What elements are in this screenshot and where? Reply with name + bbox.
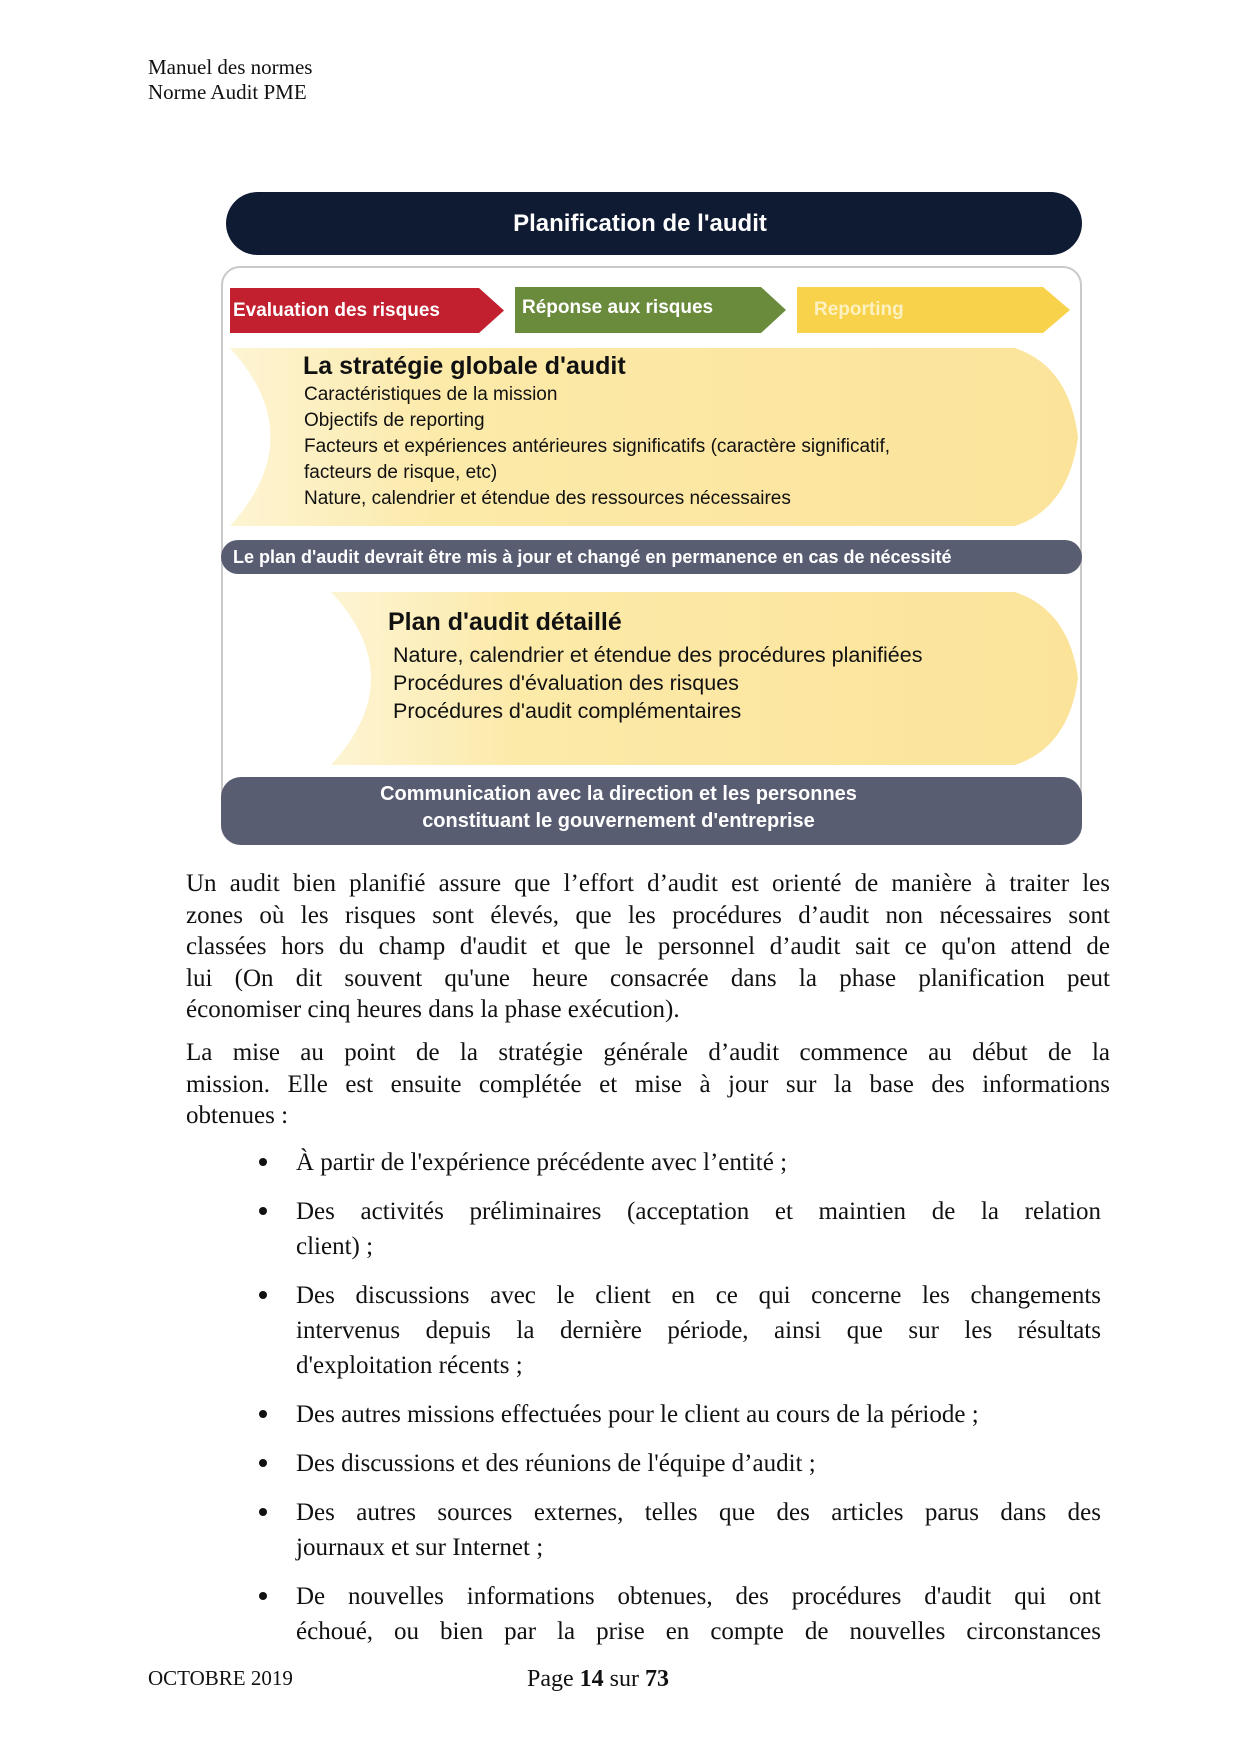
text-line: mission. Elle est ensuite complétée et mise à jour sur la base des informations — [186, 1070, 1110, 1098]
bullet-icon — [259, 1291, 267, 1299]
body-text — [186, 868, 1110, 1143]
text-line: À partir de l'expérience précédente avec l’entité ; — [296, 1149, 788, 1176]
detailed-plan-item: Nature, calendrier et étendue des procédures planifiées — [393, 643, 923, 667]
strategy-item: facteurs de risque, etc) — [304, 462, 498, 483]
paragraph — [186, 1037, 1110, 1132]
detailed-plan-item: Procédures d'évaluation des risques — [393, 671, 739, 695]
page-prefix: Page — [527, 1666, 574, 1692]
update-note-text: Le plan d'audit devrait être mis à jour et changé en permanence en cas de nécessité — [233, 546, 952, 567]
bullet-icon — [259, 1592, 267, 1600]
communication-line: Communication avec la direction et les personnes — [380, 783, 857, 805]
strategy-item: Nature, calendrier et étendue des ressources nécessaires — [304, 488, 791, 509]
page-current: 14 — [579, 1666, 604, 1692]
text-line: échoué, ou bien par la prise en compte de nouvelles circonstances — [296, 1618, 1101, 1645]
text-line: Un audit bien planifié assure que l’effort d’audit est orienté de manière à traiter les — [186, 870, 1110, 897]
list-item — [296, 1446, 1101, 1481]
strategy-item: Facteurs et expériences antérieures significatifs (caractère significatif, — [304, 436, 891, 457]
text-line: La mise au point de la stratégie générale d’audit commence au début de la — [186, 1039, 1110, 1066]
strategy-title: La stratégie globale d'audit — [303, 352, 626, 380]
text-line: Des autres sources externes, telles que des articles parus dans des — [296, 1499, 1101, 1526]
page-header — [148, 55, 312, 105]
text-line: Des discussions et des réunions de l'équipe d’audit ; — [296, 1450, 816, 1477]
detailed-plan-items — [393, 641, 922, 725]
text-line: De nouvelles informations obtenues, des procédures d'audit qui ont — [296, 1583, 1101, 1610]
bullet-icon — [259, 1158, 267, 1166]
bullet-list — [296, 1145, 1101, 1663]
text-line: lui (On dit souvent qu'une heure consacrée dans la phase planification peut — [186, 964, 1110, 992]
list-item — [296, 1194, 1101, 1264]
detailed-plan-title: Plan d'audit détaillé — [388, 608, 622, 636]
strategy-item: Caractéristiques de la mission — [304, 384, 558, 405]
text-line: économiser cinq heures dans la phase exécution). — [186, 996, 680, 1023]
phase-evaluation-text: Evaluation des risques — [233, 299, 440, 321]
list-item — [296, 1579, 1101, 1649]
bullet-icon — [259, 1207, 267, 1215]
communication-text — [221, 781, 1016, 835]
list-item — [296, 1397, 1101, 1432]
text-line: classées hors du champ d'audit et que le personnel d’audit sait ce qu'on attend de — [186, 933, 1110, 960]
bullet-icon — [259, 1410, 267, 1418]
page-total: 73 — [645, 1666, 669, 1692]
text-line: Des discussions avec le client en ce qui concerne les changements — [296, 1282, 1101, 1309]
text-line: zones où les risques sont élevés, que les procédures d’audit non nécessaires sont — [186, 901, 1110, 929]
phase-evaluation-label — [230, 288, 480, 333]
list-item — [296, 1145, 1101, 1180]
diagram-title: Planification de l'audit — [513, 209, 767, 237]
list-item — [296, 1495, 1101, 1565]
strategy-items — [304, 382, 890, 512]
phase-reporting-label — [797, 287, 1047, 332]
text-line: intervenus depuis la dernière période, ainsi que sur les résultats — [296, 1317, 1101, 1344]
bullet-icon — [259, 1508, 267, 1516]
phase-response-text: Réponse aux risques — [522, 296, 714, 318]
phase-response-label — [515, 285, 765, 330]
diagram-title-banner — [226, 192, 1082, 255]
text-line: journaux et sur Internet ; — [296, 1534, 544, 1561]
detailed-plan-item: Procédures d'audit complémentaires — [393, 699, 742, 723]
communication-line: constituant le gouvernement d'entreprise — [422, 810, 815, 832]
page-number — [527, 1665, 669, 1693]
text-line: d'exploitation récents ; — [296, 1352, 523, 1379]
strategy-item: Objectifs de reporting — [304, 410, 485, 431]
footer-date: OCTOBRE 2019 — [148, 1666, 293, 1690]
page-separator: sur — [609, 1666, 639, 1692]
text-line: client) ; — [296, 1233, 374, 1260]
paragraph — [186, 868, 1110, 1026]
bullet-icon — [259, 1459, 267, 1467]
text-line: obtenues : — [186, 1102, 289, 1129]
header-manual-title: Manuel des normes — [148, 55, 313, 79]
phase-reporting-text: Reporting — [814, 298, 904, 320]
list-item — [296, 1278, 1101, 1383]
text-line: Des autres missions effectuées pour le client au cours de la période ; — [296, 1401, 979, 1428]
header-norm-title: Norme Audit PME — [148, 80, 307, 104]
text-line: Des activités préliminaires (acceptation et maintien de la relation — [296, 1198, 1101, 1225]
